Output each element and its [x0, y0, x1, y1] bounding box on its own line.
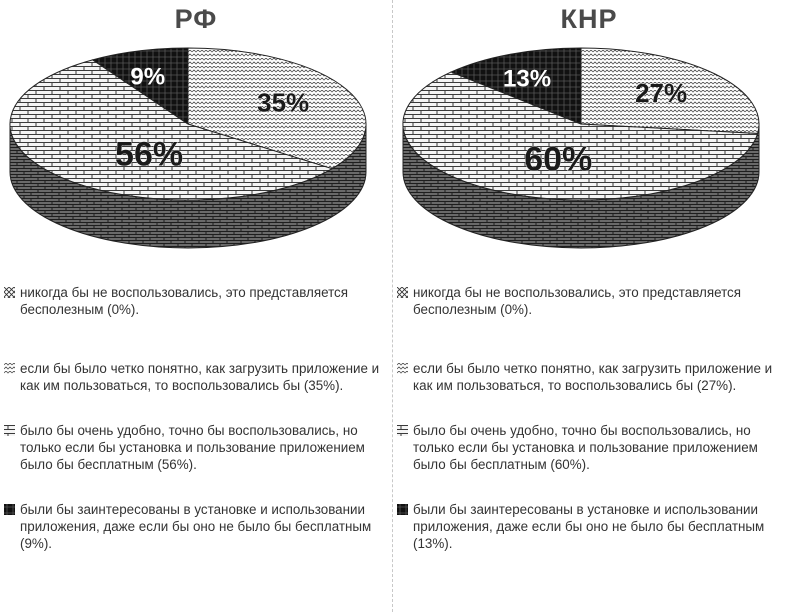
legend-label: были бы заинтересованы в установке и использовании приложения, даже если бы оно не было бы бесплатным (9%).	[20, 502, 372, 551]
chart-title: КНР	[560, 4, 618, 34]
legend	[397, 284, 781, 580]
pie-data-label: 56%	[115, 135, 184, 174]
chart-title: РФ	[174, 4, 218, 34]
pie-data-label: 35%	[257, 87, 310, 118]
legend-label: было бы очень удобно, точно бы воспользовались, но только если бы установка и пользование приложением было бы бесплатным (56%).	[20, 423, 365, 472]
legend-item-never	[4, 284, 388, 318]
legend-swatch-never	[397, 287, 408, 298]
pie-data-label: 13%	[503, 65, 552, 93]
legend-swatch-even-paid	[4, 504, 15, 515]
legend	[4, 284, 388, 580]
legend-item-never	[397, 284, 781, 318]
legend-label: были бы заинтересованы в установке и использовании приложения, даже если бы оно не было бы бесплатным (13%).	[413, 502, 765, 551]
pie-data-label: 27%	[635, 77, 688, 108]
legend-item-even-paid	[4, 501, 388, 552]
pie-chart-rf	[0, 42, 392, 272]
legend-swatch-if-clear	[397, 363, 408, 374]
legend-label: если бы было четко понятно, как загрузить приложение и как им пользоваться, то воспользовались бы (27%).	[413, 361, 773, 393]
legend-label: никогда бы не воспользовались, это представляется бесполезным (0%).	[413, 285, 742, 317]
legend-item-if-clear	[4, 360, 388, 394]
legend-item-if-clear	[397, 360, 781, 394]
legend-label: никогда бы не воспользовались, это представляется бесполезным (0%).	[20, 285, 349, 317]
chart-panel-prc	[393, 0, 785, 612]
pie-chart-prc	[393, 42, 785, 272]
legend-item-even-paid	[397, 501, 781, 552]
legend-swatch-even-paid	[397, 504, 408, 515]
legend-swatch-if-clear	[4, 363, 15, 374]
chart-panel-rf	[0, 0, 392, 612]
legend-label: было бы очень удобно, точно бы воспользовались, но только если бы установка и пользование приложением было бы бесплатным (60%).	[413, 423, 758, 472]
legend-label: если бы было четко понятно, как загрузить приложение и как им пользоваться, то воспользовались бы (35%).	[20, 361, 380, 393]
legend-swatch-if-free	[397, 425, 408, 436]
legend-item-if-free	[397, 422, 781, 473]
legend-item-if-free	[4, 422, 388, 473]
pie-data-label: 9%	[130, 63, 166, 91]
pie-data-label: 60%	[524, 140, 593, 179]
legend-swatch-if-free	[4, 425, 15, 436]
legend-swatch-never	[4, 287, 15, 298]
